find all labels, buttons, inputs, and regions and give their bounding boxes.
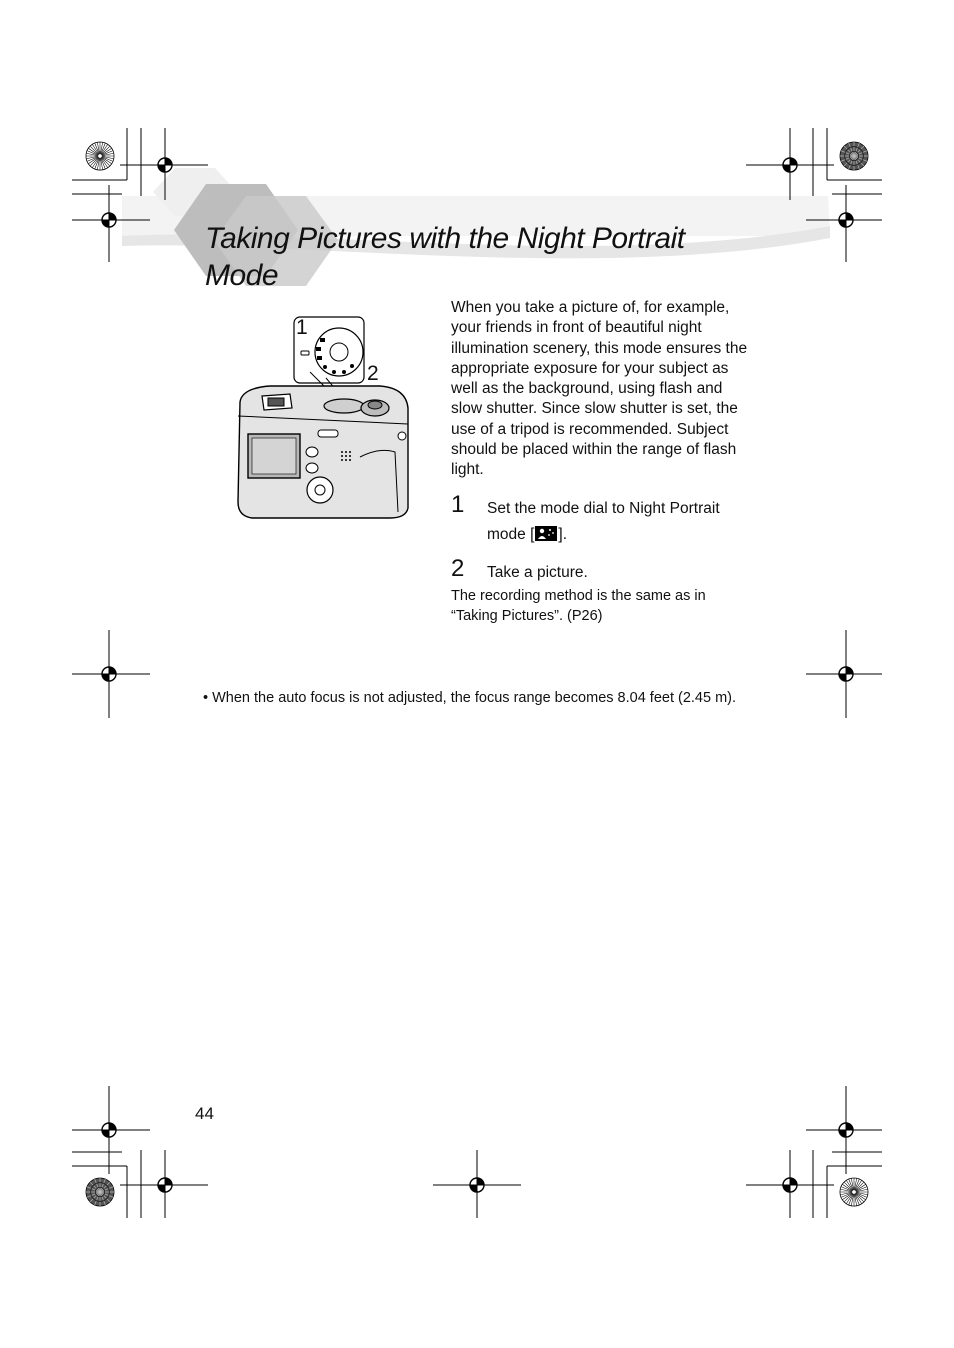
registration-star-icon [840,142,868,170]
intro-paragraph: When you take a picture of, for example, your friends in front of beautiful night illumination scenery, this mode ensures the appropriate exposure for your subject as well as the background, using flash and slow shutter. Since slow shutter is set, the use of a tripod is recommended. Subject should be placed within the range of flash light. [451,299,748,479]
step-number: 1 [451,491,465,518]
camera-illustration [230,312,420,527]
registration-star-icon [840,1178,868,1206]
step-text: Take a picture. [487,564,588,581]
registration-star-icon [86,142,114,170]
night-portrait-icon [535,526,557,541]
page-title: Taking Pictures with the Night Portrait Mode [205,222,685,292]
step-text-part: Set the mode dial to Night Portrait mode [ [487,500,720,543]
page-number: 44 [195,1104,214,1123]
bullet-note: • When the auto focus is not adjusted, the focus range becomes 8.04 feet (2.45 m). [203,690,737,706]
callout-1: 1 [296,316,308,339]
callout-2: 2 [367,362,379,385]
step-text-part: ]. [558,526,568,543]
step-number: 2 [451,555,465,582]
step-text [487,496,757,548]
registration-star-icon [86,1178,114,1206]
note-text: The recording method is the same as in “Taking Pictures”. (P26) [451,588,706,624]
